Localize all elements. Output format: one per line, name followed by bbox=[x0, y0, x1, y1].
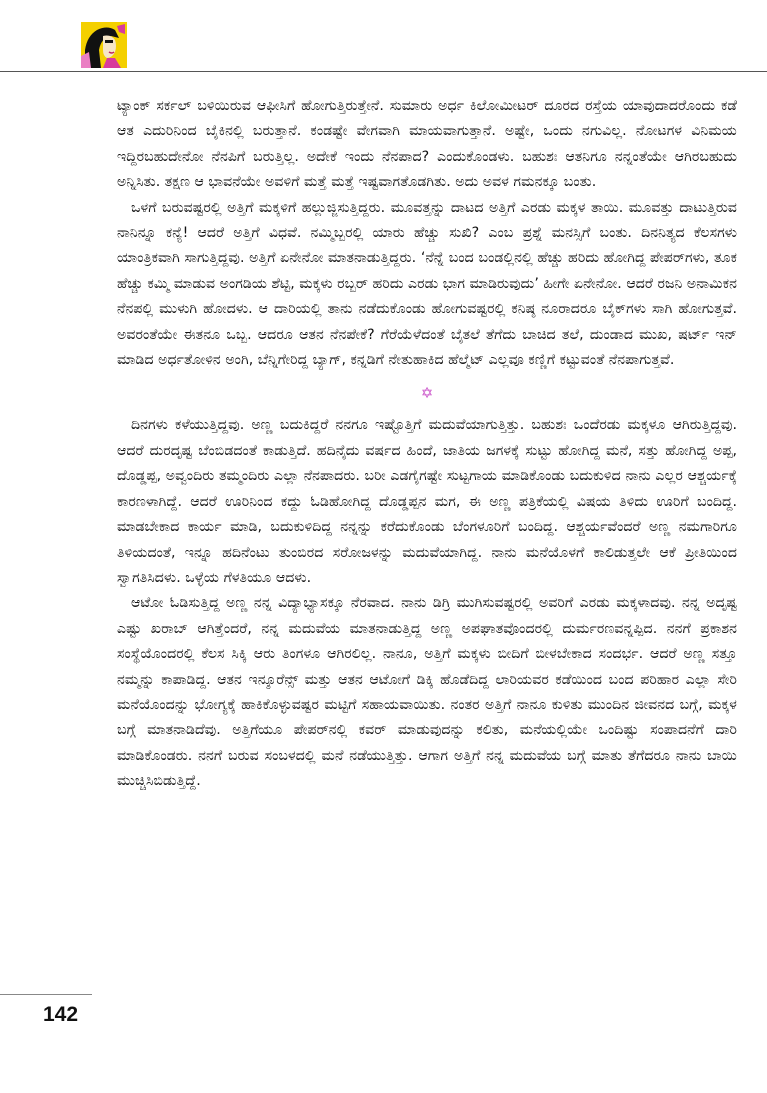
footer-rule bbox=[0, 994, 92, 995]
story-text bbox=[117, 94, 737, 795]
header-rule bbox=[0, 71, 767, 72]
woman-face-illustration-icon bbox=[81, 22, 127, 68]
paragraph: ದಿನಗಳು ಕಳೆಯುತ್ತಿದ್ದವು. ಅಣ್ಣ ಬದುಕಿದ್ದರೆ ನನಗೂ ಇಷ್ಟೊತ್ತಿಗೆ ಮದುವೆಯಾಗುತ್ತಿತ್ತು. ಬಹುಶಃ ಒಂದೆರಡು ಮಕ್ಕಳೂ ಆಗಿರುತ್ತಿದ್ದವು. ಆದರೆ ದುರದೃಷ್ಟ ಬೆಂಬಿಡದಂತೆ ಕಾಡುತ್ತಿದೆ. ಹದಿನೈದು ವರ್ಷದ ಹಿಂದೆ, ಜಾತಿಯ ಜಗಳಕ್ಕೆ ಸುಟ್ಟು ಹೋಗಿದ್ದ ಮನೆ, ಸತ್ತು ಹೋಗಿದ್ದ ಅಪ್ಪ, ದೊಡ್ಡಪ್ಪ, ಅವ್ವಂದಿರು ತಮ್ಮಂದಿರು ಎಲ್ಲಾ ನೆನಪಾದರು. ಬರೀ ಎಡಗೈಗಷ್ಟೇ ಸುಟ್ಟಗಾಯ ಮಾಡಿಕೊಂಡು ಬದುಕುಳಿದ ನಾನು ಎಲ್ಲರ ಆಶ್ಚರ್ಯಕ್ಕೆ ಕಾರಣಳಾಗಿದ್ದೆ. ಆದರೆ ಊರಿನಿಂದ ಕದ್ದು ಓಡಿಹೋಗಿದ್ದ ದೊಡ್ಡಪ್ಪನ ಮಗ, ಈ ಅಣ್ಣ ಪತ್ರಿಕೆಯಲ್ಲಿ ವಿಷಯ ತಿಳಿದು ಊರಿಗೆ ಬಂದಿದ್ದ. ಮಾಡಬೇಕಾದ ಕಾರ್ಯ ಮಾಡಿ, ಬದುಕುಳಿದಿದ್ದ ನನ್ನನ್ನು ಕರೆದುಕೊಂಡು ಬೆಂಗಳೂರಿಗೆ ಬಂದಿದ್ದ. ಆಶ್ಚರ್ಯವೆಂದರೆ ಅಣ್ಣ ನಮಗಾರಿಗೂ ತಿಳಿಯದಂತೆ, ಇನ್ನೂ ಹದಿನೆಂಟು ತುಂಬಿರದ ಸರೋಜಳನ್ನು ಮದುವೆಯಾಗಿದ್ದ. ನಾನು ಮನೆಯೊಳಗೆ ಕಾಲಿಡುತ್ತಲೇ ಆಕೆ ಪ್ರೀತಿಯಿಂದ ಸ್ವಾಗತಿಸಿದಳು. ಒಳ್ಳೆಯ ಗೆಳತಿಯೂ ಆದಳು. bbox=[117, 417, 737, 586]
paragraph: ಟ್ಯಾಂಕ್ ಸರ್ಕಲ್ ಬಳಿಯಿರುವ ಆಫೀಸಿಗೆ ಹೋಗುತ್ತಿರುತ್ತೇನೆ. ಸುಮಾರು ಅರ್ಧ ಕಿಲೋಮೀಟರ್ ದೂರದ ರಸ್ತೆಯ ಯಾವುದಾದರೊಂದು ಕಡೆ ಆತ ಎದುರಿನಿಂದ ಬೈಕಿನಲ್ಲಿ ಬರುತ್ತಾನೆ. ಕಂಡಷ್ಟೇ ವೇಗವಾಗಿ ಮಾಯವಾಗುತ್ತಾನೆ. ಅಷ್ಟೇ, ಒಂದು ನಗುವಿಲ್ಲ. ನೋಟಗಳ ವಿನಿಮಯ ಇದ್ದಿರಬಹುದೇನೋ ನೆನಪಿಗೆ ಬರುತ್ತಿಲ್ಲ. ಅದೇಕೆ ಇಂದು ನೆನಪಾದ? ಎಂದುಕೊಂಡಳು. ಬಹುಶಃ ಆತನಿಗೂ ನನ್ನಂತೆಯೇ ಆಗಿರಬಹುದು ಅನ್ನಿಸಿತು. ತಕ್ಷಣ ಆ ಭಾವನೆಯೇ ಅವಳಿಗೆ ಮತ್ತೆ ಮತ್ತೆ ಇಷ್ಟವಾಗತೊಡಗಿತು. ಅದು ಅವಳ ಗಮನಕ್ಕೂ ಬಂತು. bbox=[117, 98, 737, 191]
page-number: 142 bbox=[43, 1003, 79, 1026]
paragraph: ಆಟೋ ಓಡಿಸುತ್ತಿದ್ದ ಅಣ್ಣ ನನ್ನ ವಿದ್ಯಾಭ್ಯಾಸಕ್ಕೂ ನೆರವಾದ. ನಾನು ಡಿಗ್ರಿ ಮುಗಿಸುವಷ್ಟರಲ್ಲಿ ಅವರಿಗೆ ಎರಡು ಮಕ್ಕಳಾದವು. ನನ್ನ ಅದೃಷ್ಟ ಎಷ್ಟು ಖರಾಬ್ ಆಗಿತ್ತೆಂದರೆ, ನನ್ನ ಮದುವೆಯ ಮಾತನಾಡುತ್ತಿದ್ದ ಅಣ್ಣ ಅಪಘಾತವೊಂದರಲ್ಲಿ ದುರ್ಮರಣವನ್ನಪ್ಪಿದ. ನನಗೆ ಪ್ರಕಾಶನ ಸಂಸ್ಥೆಯೊಂದರಲ್ಲಿ ಕೆಲಸ ಸಿಕ್ಕಿ ಆರು ತಿಂಗಳೂ ಆಗಿರಲಿಲ್ಲ. ನಾನೂ, ಅತ್ತಿಗೆ ಮಕ್ಕಳು ಬೀದಿಗೆ ಬೀಳಬೇಕಾದ ಸಂದರ್ಭ. ಆದರೆ ಅಣ್ಣ ಸತ್ತೂ ನಮ್ಮನ್ನು ಕಾಪಾಡಿದ್ದ. ಆತನ ಇನ್ಶೂರೆನ್ಸ್ ಮತ್ತು ಆತನ ಆಟೋಗೆ ಡಿಕ್ಕಿ ಹೊಡೆದಿದ್ದ ಲಾರಿಯವರ ಕಡೆಯಿಂದ ಬಂದ ಪರಿಹಾರ ಎಲ್ಲಾ ಸೇರಿ ಮನೆಯೊಂದನ್ನು ಭೋಗ್ಯಕ್ಕೆ ಹಾಕಿಕೊಳ್ಳುವಷ್ಟರ ಮಟ್ಟಿಗೆ ಸಹಾಯವಾಯಿತು. ನಂತರ ಅತ್ತಿಗೆ ನಾನೂ ಕುಳಿತು ಮುಂದಿನ ಜೀವನದ ಬಗ್ಗೆ, ಮಕ್ಕಳ ಬಗ್ಗೆ ಮಾತನಾಡಿದೆವು. ಅತ್ತಿಗೆಯೂ ಪೇಪರ್‌ನಲ್ಲಿ ಕವರ್ ಮಾಡುವುದನ್ನು ಕಲಿತು, ಮನೆಯಲ್ಲಿಯೇ ಒಂದಿಷ್ಟು ಸಂಪಾದನೆಗೆ ದಾರಿ ಮಾಡಿಕೊಂಡರು. ನನಗೆ ಬರುವ ಸಂಬಳದಲ್ಲಿ ಮನೆ ನಡೆಯುತ್ತಿತ್ತು. ಆಗಾಗ ಅತ್ತಿಗೆ ನನ್ನ ಮದುವೆಯ ಬಗ್ಗೆ ಮಾತು ತೆಗೆದರೂ ನಾನು ಬಾಯಿ ಮುಚ್ಚಿಸಿಬಿಡುತ್ತಿದ್ದೆ. bbox=[117, 595, 737, 790]
paragraph: ಒಳಗೆ ಬರುವಷ್ಟರಲ್ಲಿ ಅತ್ತಿಗೆ ಮಕ್ಕಳಿಗೆ ಹಲ್ಲುಜ್ಜಿಸುತ್ತಿದ್ದರು. ಮೂವತ್ತನ್ನು ದಾಟದ ಅತ್ತಿಗೆ ಎರಡು ಮಕ್ಕಳ ತಾಯಿ. ಮೂವತ್ತು ದಾಟುತ್ತಿರುವ ನಾನಿನ್ನೂ ಕನ್ಯೆ! ಆದರೆ ಅತ್ತಿಗೆ ವಿಧವೆ. ನಮ್ಮಿಬ್ಬರಲ್ಲಿ ಯಾರು ಹೆಚ್ಚು ಸುಖಿ? ಎಂಬ ಪ್ರಶ್ನೆ ಮನಸ್ಸಿಗೆ ಬಂತು. ದಿನನಿತ್ಯದ ಕೆಲಸಗಳು ಯಾಂತ್ರಿಕವಾಗಿ ಸಾಗುತ್ತಿದ್ದವು. ಅತ್ತಿಗೆ ಏನೇನೋ ಮಾತನಾಡುತ್ತಿದ್ದರು. ‘ನೆನ್ನೆ ಬಂದ ಬಂಡಲ್ಲಿನಲ್ಲಿ ಹೆಚ್ಚು ಹರಿದು ಹೋಗಿದ್ದ ಪೇಪರ್‌ಗಳು, ತೂಕ ಹೆಚ್ಚು ಕಮ್ಮಿ ಮಾಡುವ ಅಂಗಡಿಯ ಶೆಟ್ಟಿ, ಮಕ್ಕಳು ರಬ್ಬರ್ ಹರಿದು ಎರಡು ಭಾಗ ಮಾಡಿರುವುದು’ ಹೀಗೇ ಏನೇನೋ. ಆದರೆ ರಜನಿ ಅನಾಮಿಕನ ನೆನಪಲ್ಲಿ ಮುಳುಗಿ ಹೋದಳು. ಆ ದಾರಿಯಲ್ಲಿ ತಾನು ನಡೆದುಕೊಂಡು ಹೋಗುವಷ್ಟರಲ್ಲಿ ಕನಿಷ್ಠ ನೂರಾದರೂ ಬೈಕ್‌ಗಳು ಸಾಗಿ ಹೋಗುತ್ತವೆ. ಅವರಂತೆಯೇ ಈತನೂ ಒಬ್ಬ. ಆದರೂ ಆತನ ನೆನಪೇಕೆ? ಗೆರೆಯೆಳೆದಂತೆ ಬೈತಲೆ ತೆಗೆದು ಬಾಚಿದ ತಲೆ, ದುಂಡಾದ ಮುಖ, ಷರ್ಟ್ ಇನ್ ಮಾಡಿದ ಅರ್ಧತೋಳಿನ ಅಂಗಿ, ಬೆನ್ನಿಗೇರಿದ್ದ ಬ್ಯಾಗ್, ಕನ್ನಡಿಗೆ ನೇತುಹಾಕಿದ ಹೆಲ್ಮೆಟ್ ಎಲ್ಲವೂ ಕಣ್ಣಿಗೆ ಕಟ್ಟುವಂತೆ ನೆನಪಾಗುತ್ತವೆ. bbox=[117, 199, 737, 369]
section-divider-star-icon: ✡ bbox=[420, 384, 434, 403]
